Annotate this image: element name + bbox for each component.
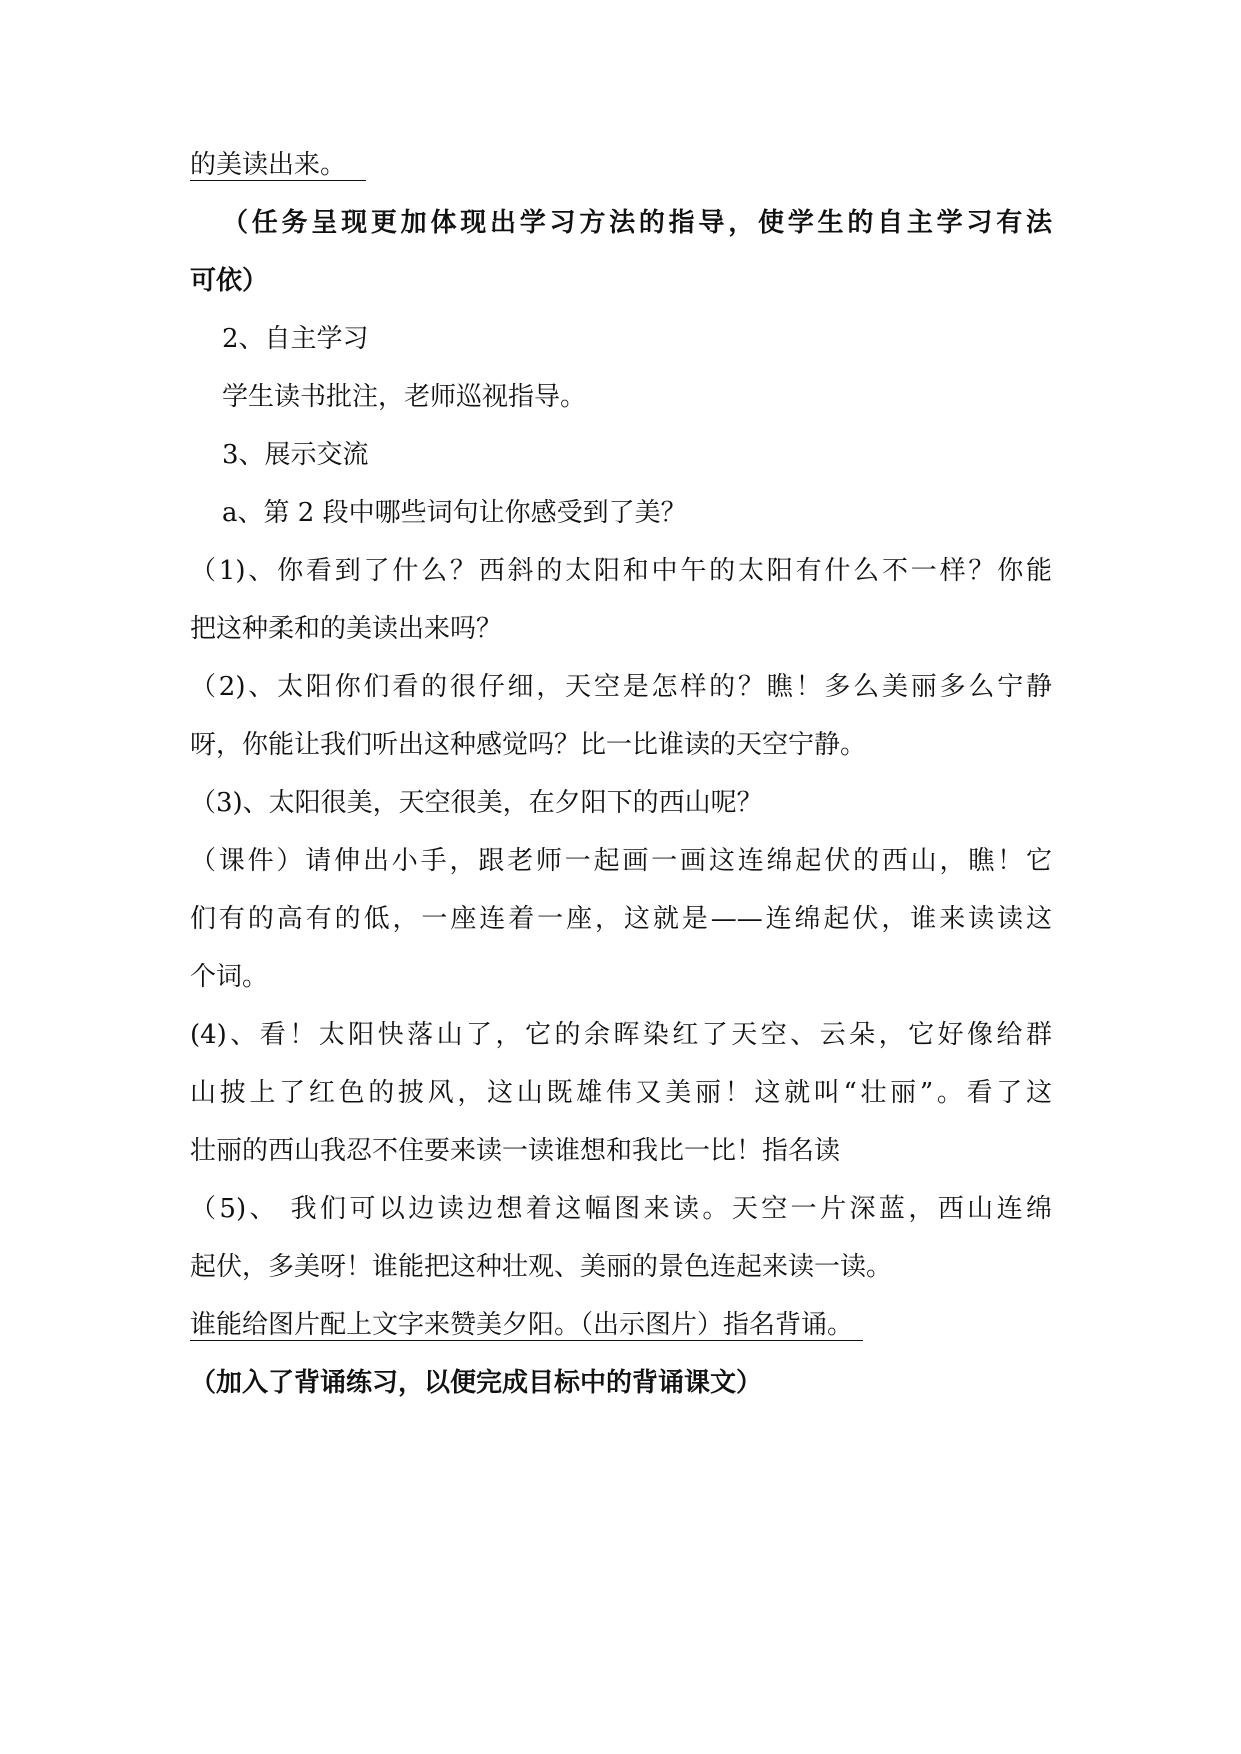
design-note-1-line-2: 可依） bbox=[190, 266, 269, 296]
recitation-text: 谁能给图片配上文字来赞美夕阳。（出示图片）指名背诵。 bbox=[190, 1310, 863, 1341]
continuation-line bbox=[190, 136, 1052, 194]
courseware-line-1: （课件）请伸出小手，跟老师一起画一画这连绵起伏的西山，瞧！它 bbox=[190, 846, 1052, 876]
item-4-line-3: 壮丽的西山我忍不住要来读一读谁想和我比一比！指名读 bbox=[190, 1136, 841, 1166]
step-2-heading: 2、自主学习 bbox=[222, 324, 369, 354]
recitation-line bbox=[190, 1296, 1052, 1354]
item-5-line-2: 起伏，多美呀！谁能把这种壮观、美丽的景色连起来读一读。 bbox=[190, 1252, 893, 1282]
design-note-1-line-1: （任务呈现更加体现出学习方法的指导，使学生的自主学习有法 bbox=[222, 208, 1052, 238]
item-3-line-1: （3)、太阳很美，天空很美，在夕阳下的西山呢？ bbox=[190, 788, 763, 818]
document-body bbox=[0, 136, 1241, 1412]
step-2-text: 学生读书批注，老师巡视指导。 bbox=[222, 382, 587, 412]
item-4-line-1: (4)、看！太阳快落山了，它的余晖染红了天空、云朵，它好像给群 bbox=[190, 1020, 1052, 1050]
courseware-line-2: 们有的高有的低，一座连着一座，这就是——连绵起伏，谁来读读这 bbox=[190, 904, 1052, 934]
item-2-line-1: （2)、太阳你们看的很仔细，天空是怎样的？瞧！多么美丽多么宁静 bbox=[190, 672, 1052, 702]
item-5-line-1: （5)、 我们可以边读边想着这幅图来读。天空一片深蓝，西山连绵 bbox=[190, 1194, 1052, 1224]
item-1-line-2: 把这种柔和的美读出来吗？ bbox=[190, 614, 503, 644]
item-1-line-1: （1)、你看到了什么？西斜的太阳和中午的太阳有什么不一样？你能 bbox=[190, 556, 1052, 586]
courseware-line-3: 个词。 bbox=[190, 962, 269, 992]
design-note-2: （加入了背诵练习，以便完成目标中的背诵课文） bbox=[190, 1368, 763, 1398]
step-3-heading: 3、展示交流 bbox=[222, 440, 369, 470]
question-a: a、第 2 段中哪些词句让你感受到了美？ bbox=[222, 498, 687, 528]
item-2-line-2: 呀，你能让我们听出这种感觉吗？比一比谁读的天空宁静。 bbox=[190, 730, 867, 760]
continuation-text: 的美读出来。 bbox=[190, 150, 366, 181]
item-4-line-2: 山披上了红色的披风，这山既雄伟又美丽！这就叫“壮丽”。看了这 bbox=[190, 1078, 1052, 1108]
